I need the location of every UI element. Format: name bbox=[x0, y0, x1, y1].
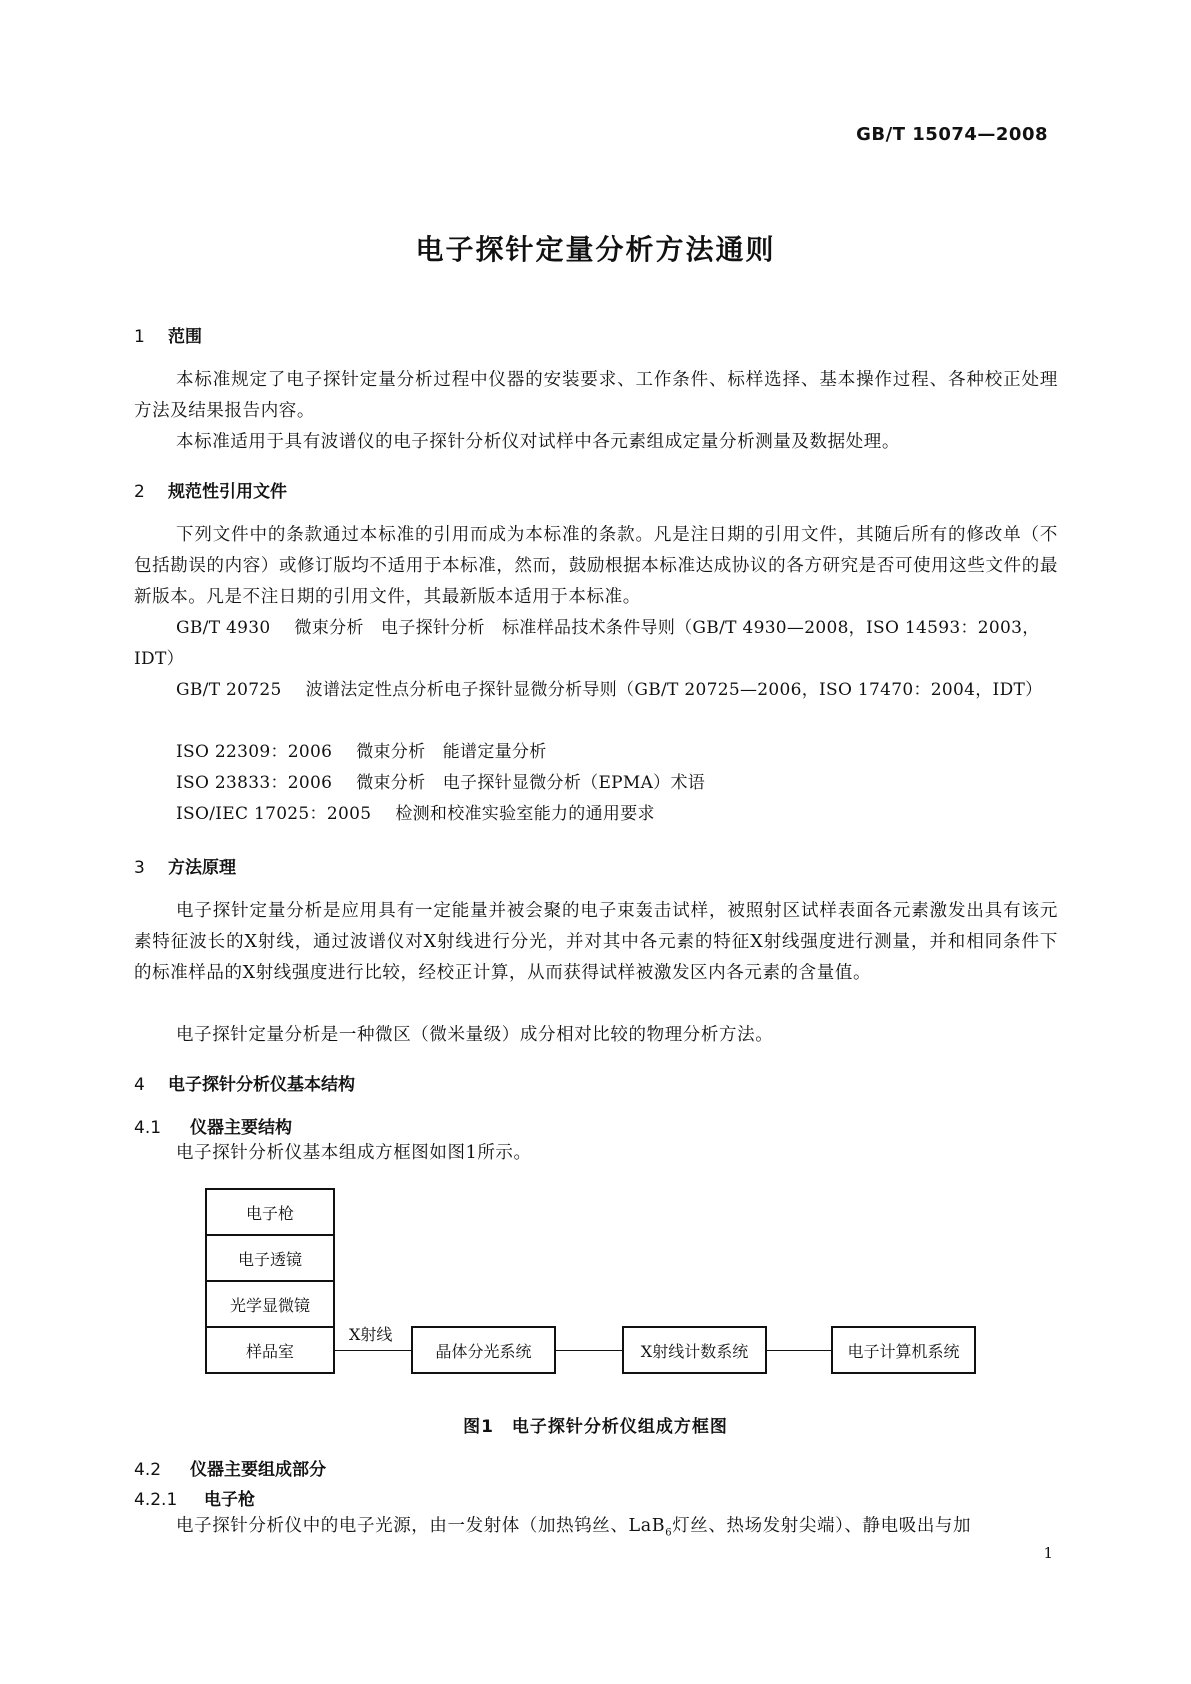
section-heading-3 bbox=[134, 853, 236, 878]
reference-item bbox=[134, 613, 1058, 675]
section-heading-1 bbox=[134, 322, 202, 347]
paragraph-scope-2: 本标准适用于具有波谱仪的电子探针分析仪对试样中各元素组成定量分析测量及数据处理。 bbox=[176, 432, 900, 452]
connector-line bbox=[335, 1350, 411, 1351]
subscript: 6 bbox=[665, 1527, 673, 1539]
reference-item bbox=[134, 768, 1058, 799]
section-number: 3 bbox=[134, 858, 145, 878]
reference-title: 微束分析 电子探针显微分析（EPMA）术语 bbox=[356, 773, 706, 793]
diagram-box-electron-gun: 电子枪 bbox=[205, 1188, 335, 1236]
section-heading-4-2-1 bbox=[134, 1485, 255, 1510]
connector-line bbox=[767, 1350, 831, 1351]
text-run: 灯丝、热场发射尖端）、静电吸出与加 bbox=[672, 1516, 972, 1536]
reference-code: GB/T 4930 bbox=[176, 618, 271, 638]
paragraph-electron-gun bbox=[134, 1511, 1058, 1549]
section-number: 4.2 bbox=[134, 1460, 162, 1480]
section-title: 仪器主要组成部分 bbox=[190, 1460, 326, 1480]
section-heading-4-2 bbox=[134, 1455, 326, 1480]
page-number: 1 bbox=[1043, 1544, 1053, 1562]
section-title: 电子枪 bbox=[204, 1490, 255, 1510]
section-number: 4 bbox=[134, 1075, 145, 1095]
section-title: 方法原理 bbox=[168, 858, 236, 878]
reference-item bbox=[134, 675, 1058, 706]
section-heading-4 bbox=[134, 1070, 355, 1095]
section-title: 仪器主要结构 bbox=[190, 1118, 292, 1138]
section-title: 规范性引用文件 bbox=[168, 482, 287, 502]
paragraph-principle-1: 电子探针定量分析是应用具有一定能量并被会聚的电子束轰击试样，被照射区试样表面各元素激发出具有该元素特征波长的X射线，通过波谱仪对X射线进行分光，并对其中各元素的特征X射线强度进行测量，并和相同条件下的标准样品的X射线强度进行比较，经校正计算，从而获得试样被激发区内各元素的含量值。 bbox=[134, 901, 1058, 983]
paragraph-figure-intro: 电子探针分析仪基本组成方框图如图1所示。 bbox=[176, 1143, 532, 1163]
connector-line bbox=[556, 1350, 622, 1351]
reference-code: ISO 22309：2006 bbox=[176, 742, 333, 762]
paragraph-principle-2: 电子探针定量分析是一种微区（微米量级）成分相对比较的物理分析方法。 bbox=[176, 1025, 774, 1045]
section-number: 2 bbox=[134, 482, 145, 502]
diagram-box-crystal-spectrometer: 晶体分光系统 bbox=[411, 1326, 556, 1374]
paragraph-normative-refs: 下列文件中的条款通过本标准的引用而成为本标准的条款。凡是注日期的引用文件，其随后所有的修改单（不包括勘误的内容）或修订版均不适用于本标准，然而，鼓励根据本标准达成协议的各方研究是否可使用这些文件的最新版本。凡是不注日期的引用文件，其最新版本适用于本标准。 bbox=[134, 525, 1058, 607]
reference-item bbox=[134, 737, 1058, 768]
xray-label: X射线 bbox=[349, 1325, 393, 1344]
standard-code: GB/T 15074—2008 bbox=[856, 124, 1048, 145]
reference-code: ISO 23833：2006 bbox=[176, 773, 333, 793]
reference-title: 波谱法定性点分析电子探针显微分析导则（GB/T 20725—2006，ISO 17470：2004，IDT） bbox=[305, 680, 1043, 700]
section-number: 1 bbox=[134, 327, 145, 347]
text-run: 电子探针分析仪中的电子光源，由一发射体（加热钨丝、LaB bbox=[176, 1516, 666, 1536]
reference-item bbox=[134, 799, 1058, 830]
structure-diagram bbox=[205, 1188, 995, 1388]
diagram-box-optical-microscope: 光学显微镜 bbox=[205, 1280, 335, 1328]
paragraph-scope-1: 本标准规定了电子探针定量分析过程中仪器的安装要求、工作条件、标样选择、基本操作过程、各种校正处理方法及结果报告内容。 bbox=[134, 370, 1058, 421]
section-number: 4.2.1 bbox=[134, 1490, 178, 1510]
diagram-box-computer: 电子计算机系统 bbox=[831, 1326, 976, 1374]
reference-title: 检测和校准实验室能力的通用要求 bbox=[395, 804, 655, 824]
reference-code: ISO/IEC 17025：2005 bbox=[176, 804, 372, 824]
reference-title: 微束分析 电子探针分析 标准样品技术条件导则（GB/T 4930—2008，ISO 14593：2003，IDT） bbox=[134, 618, 1040, 669]
section-heading-2 bbox=[134, 477, 287, 502]
reference-title: 微束分析 能谱定量分析 bbox=[356, 742, 547, 762]
section-number: 4.1 bbox=[134, 1118, 162, 1138]
section-title: 电子探针分析仪基本结构 bbox=[168, 1075, 355, 1095]
document-title: 电子探针定量分析方法通则 bbox=[415, 233, 776, 266]
section-title: 范围 bbox=[168, 327, 202, 347]
diagram-box-sample-chamber: 样品室 bbox=[205, 1326, 335, 1374]
section-heading-4-1 bbox=[134, 1113, 292, 1138]
diagram-box-electron-lens: 电子透镜 bbox=[205, 1234, 335, 1282]
figure-caption: 图1 电子探针分析仪组成方框图 bbox=[463, 1417, 728, 1437]
reference-code: GB/T 20725 bbox=[176, 680, 282, 700]
diagram-box-xray-counter: X射线计数系统 bbox=[622, 1326, 767, 1374]
